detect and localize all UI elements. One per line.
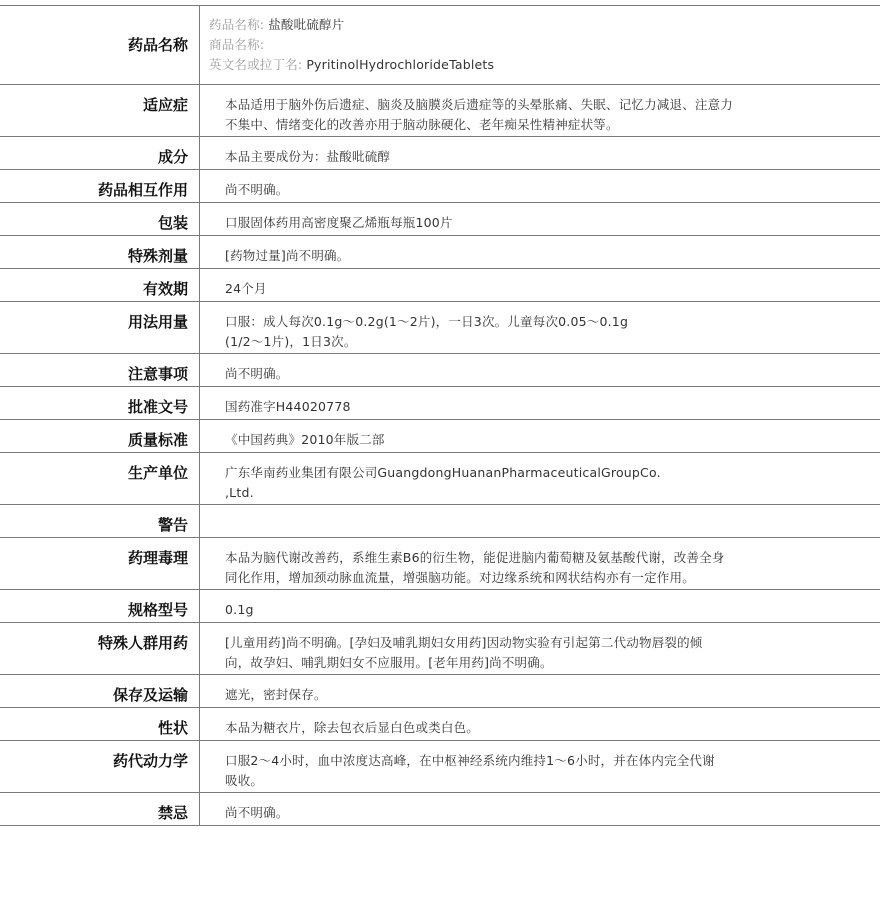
- row-value: [200, 420, 880, 452]
- row-label: 包装: [0, 203, 200, 235]
- english-name-line: [209, 55, 880, 75]
- info-rows: [0, 85, 880, 826]
- row-value-line: 口服2～4小时，血中浓度达高峰，在中枢神经系统内维持1～6小时，并在体内完全代谢: [225, 753, 715, 768]
- row-value: [200, 708, 880, 740]
- info-row: [0, 387, 880, 420]
- row-value-line: 《中国药典》2010年版二部: [225, 432, 385, 447]
- row-value: [200, 741, 880, 792]
- row-value: [200, 453, 880, 504]
- info-row: [0, 137, 880, 170]
- row-label: 有效期: [0, 269, 200, 301]
- row-value: [200, 505, 880, 537]
- row-value-line: 向，故孕妇、哺乳期妇女不应服用。[老年用药]尚不明确。: [225, 655, 553, 670]
- drug-name-label: 药品名称: [0, 6, 200, 84]
- row-value: [200, 269, 880, 301]
- info-row: [0, 708, 880, 741]
- row-value-line: 本品为糖衣片，除去包衣后显白色或类白色。: [225, 720, 480, 735]
- info-row: [0, 85, 880, 137]
- generic-name-line: [209, 15, 880, 35]
- drug-info-table: [0, 5, 880, 826]
- info-row: [0, 354, 880, 387]
- row-label: 注意事项: [0, 354, 200, 386]
- row-value-line: 遮光，密封保存。: [225, 687, 327, 702]
- row-value-line: 国药准字H44020778: [225, 399, 351, 414]
- info-row: [0, 269, 880, 302]
- row-value-line: 口服固体药用高密度聚乙烯瓶每瓶100片: [225, 215, 453, 230]
- row-value: [200, 538, 880, 589]
- row-label: 生产单位: [0, 453, 200, 504]
- row-label: 批准文号: [0, 387, 200, 419]
- row-value: [200, 387, 880, 419]
- info-row: [0, 590, 880, 623]
- row-value: [200, 302, 880, 353]
- row-value-line: ,Ltd.: [225, 485, 254, 500]
- row-value: [200, 590, 880, 622]
- row-value-line: 本品适用于脑外伤后遗症、脑炎及脑膜炎后遗症等的头晕胀痛、失眠、记忆力减退、注意力: [225, 97, 734, 112]
- info-row: [0, 675, 880, 708]
- info-row: [0, 236, 880, 269]
- row-value-line: 0.1g: [225, 602, 254, 617]
- row-label: 特殊人群用药: [0, 623, 200, 674]
- row-value-line: 24个月: [225, 281, 267, 296]
- trade-name-key: 商品名称:: [209, 37, 265, 52]
- row-value-line: 口服：成人每次0.1g～0.2g(1～2片)，一日3次。儿童每次0.05～0.1g: [225, 314, 629, 329]
- row-value-line: [药物过量]尚不明确。: [225, 248, 350, 263]
- row-value-line: 本品主要成份为：盐酸吡硫醇: [225, 149, 391, 164]
- row-value-line: 同化作用，增加颈动脉血流量，增强脑功能。对边缘系统和网状结构亦有一定作用。: [225, 570, 695, 585]
- info-row: [0, 741, 880, 793]
- row-label: 适应症: [0, 85, 200, 136]
- row-value: [200, 203, 880, 235]
- drug-name-value: [200, 6, 880, 84]
- english-name-key: 英文名或拉丁名:: [209, 57, 303, 72]
- row-value: [200, 675, 880, 707]
- row-value: [200, 354, 880, 386]
- english-name-value: PyritinolHydrochlorideTablets: [306, 57, 495, 72]
- row-label: 质量标准: [0, 420, 200, 452]
- row-label: 用法用量: [0, 302, 200, 353]
- row-label: 规格型号: [0, 590, 200, 622]
- row-label: 保存及运输: [0, 675, 200, 707]
- trade-name-line: [209, 35, 880, 55]
- row-label: 警告: [0, 505, 200, 537]
- row-label: 药代动力学: [0, 741, 200, 792]
- info-row: [0, 420, 880, 453]
- row-value-line: 不集中、情绪变化的改善亦用于脑动脉硬化、老年痴呆性精神症状等。: [225, 117, 619, 132]
- info-row: [0, 505, 880, 538]
- row-value-line: 尚不明确。: [225, 805, 289, 820]
- row-label: 药理毒理: [0, 538, 200, 589]
- row-value: [200, 85, 880, 136]
- info-row: [0, 170, 880, 203]
- row-value: [200, 137, 880, 169]
- row-value-line: 尚不明确。: [225, 182, 289, 197]
- row-value: [200, 793, 880, 825]
- info-row: [0, 453, 880, 505]
- row-label: 成分: [0, 137, 200, 169]
- info-row: [0, 203, 880, 236]
- row-value-line: (1/2～1片)，1日3次。: [225, 334, 357, 349]
- info-row: [0, 302, 880, 354]
- row-value-line: 吸收。: [225, 773, 264, 788]
- row-label: 禁忌: [0, 793, 200, 825]
- row-value-line: [儿童用药]尚不明确。[孕妇及哺乳期妇女用药]因动物实验有引起第二代动物唇裂的倾: [225, 635, 703, 650]
- row-value: [200, 170, 880, 202]
- info-row: [0, 538, 880, 590]
- row-label: 药品相互作用: [0, 170, 200, 202]
- row-value-line: 尚不明确。: [225, 366, 289, 381]
- row-label: 性状: [0, 708, 200, 740]
- generic-name-key: 药品名称:: [209, 17, 265, 32]
- drug-name-row: [0, 6, 880, 85]
- row-label: 特殊剂量: [0, 236, 200, 268]
- row-value: [200, 236, 880, 268]
- info-row: [0, 623, 880, 675]
- row-value-line: 本品为脑代谢改善药，系维生素B6的衍生物，能促进脑内葡萄糖及氨基酸代谢，改善全身: [225, 550, 725, 565]
- row-value-line: 广东华南药业集团有限公司GuangdongHuananPharmaceuticalGroupCo.: [225, 465, 661, 480]
- info-row: [0, 793, 880, 826]
- row-value: [200, 623, 880, 674]
- generic-name-value: 盐酸吡硫醇片: [268, 17, 345, 32]
